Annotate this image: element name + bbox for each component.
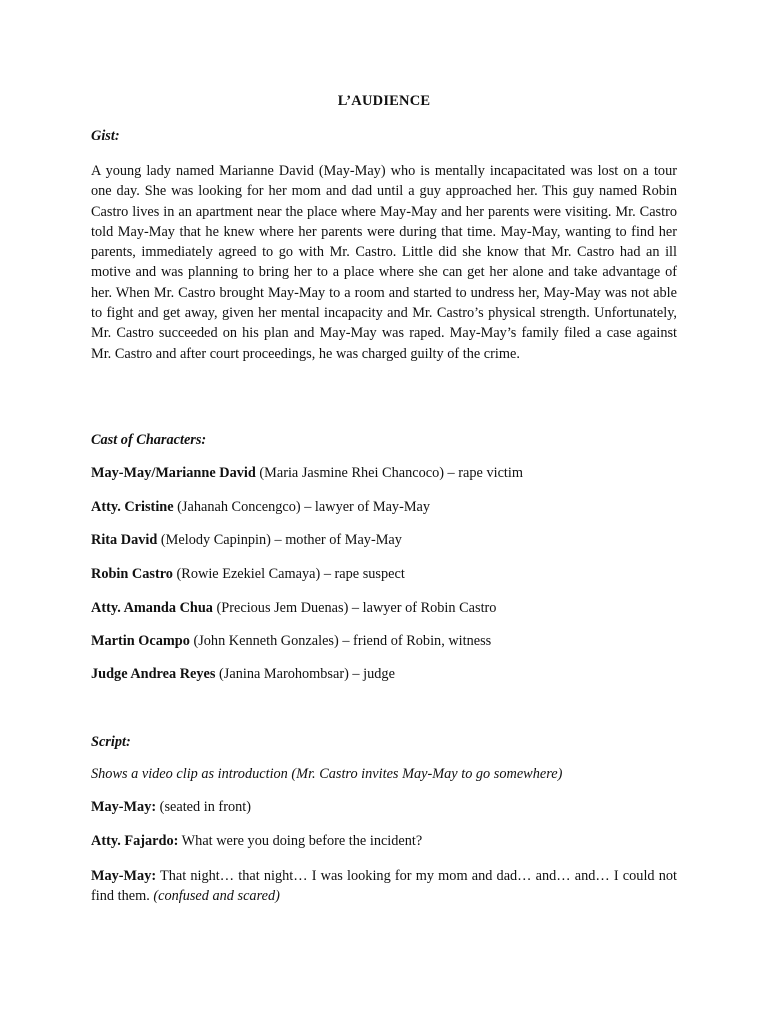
cast-detail: (Melody Capinpin) – mother of May-May [157,532,402,548]
cast-role: Martin Ocampo [91,633,190,649]
cast-role: Robin Castro [91,566,173,582]
cast-role: Rita David [91,532,158,548]
cast-detail: (John Kenneth Gonzales) – friend of Robin, witness [189,633,492,649]
dialogue-text: (seated in front) [156,799,251,815]
cast-detail: (Jahanah Concengco) – lawyer of May-May [173,499,431,515]
script-line [91,866,677,907]
cast-detail: (Precious Jem Duenas) – lawyer of Robin Castro [212,600,497,616]
cast-detail: (Maria Jasmine Rhei Chancoco) – rape victim [255,465,523,481]
cast-item [91,465,677,482]
cast-item [91,499,677,516]
speaker-name: May-May: [91,868,157,884]
speaker-name: Atty. Fajardo: [91,833,179,849]
cast-role: Atty. Amanda Chua [91,600,213,616]
cast-role: May-May/Marianne David [91,465,256,481]
script-line [91,799,677,816]
cast-item [91,666,677,683]
dialogue-text: What were you doing before the incident? [178,833,423,849]
cast-item [91,532,677,549]
cast-item [91,566,677,583]
cast-role: Atty. Cristine [91,499,174,515]
stage-direction: Shows a video clip as introduction (Mr. Castro invites May-May to go somewhere) [91,766,563,782]
speaker-name: May-May: [91,799,157,815]
script-heading: Script: [91,734,131,750]
cast-heading: Cast of Characters: [91,432,207,448]
dialogue-text: That night… that night… I was looking for my mom and dad… and… and… I could not find them. [91,868,677,905]
cast-detail: (Janina Marohombsar) – judge [215,666,395,682]
cast-item [91,600,677,617]
script-line [91,833,677,850]
cast-detail: (Rowie Ezekiel Camaya) – rape suspect [172,566,405,582]
gist-paragraph: A young lady named Marianne David (May-May) who is mentally incapacitated was lost on a tour one day. She was looking for her mom and dad until a guy approached her. This guy named Robin Castro lives in an apartment near the place where May-May and her parents were visiting. Mr. Castro told May-May that he knew where her parents were during that time. May-May, wanting to find her parents, immediately agreed to go with Mr. Castro. Little did she know that Mr. Castro had an ill motive and was planning to bring her to a place where she can get her alone and take advantage of her. When Mr. Castro brought May-May to a room and started to undress her, May-May was not able to fight and get away, given her mental incapacity and Mr. Castro’s physical strength. Unfortunately, Mr. Castro succeeded on his plan and May-May was raped. May-May’s family filed a case against Mr. Castro and after court proceedings, he was charged guilty of the crime. [91,163,677,362]
stage-direction: (confused and scared) [153,888,280,905]
cast-item [91,633,677,650]
gist-heading: Gist: [91,128,120,144]
document-title: L’AUDIENCE [337,93,431,109]
cast-role: Judge Andrea Reyes [91,666,216,682]
